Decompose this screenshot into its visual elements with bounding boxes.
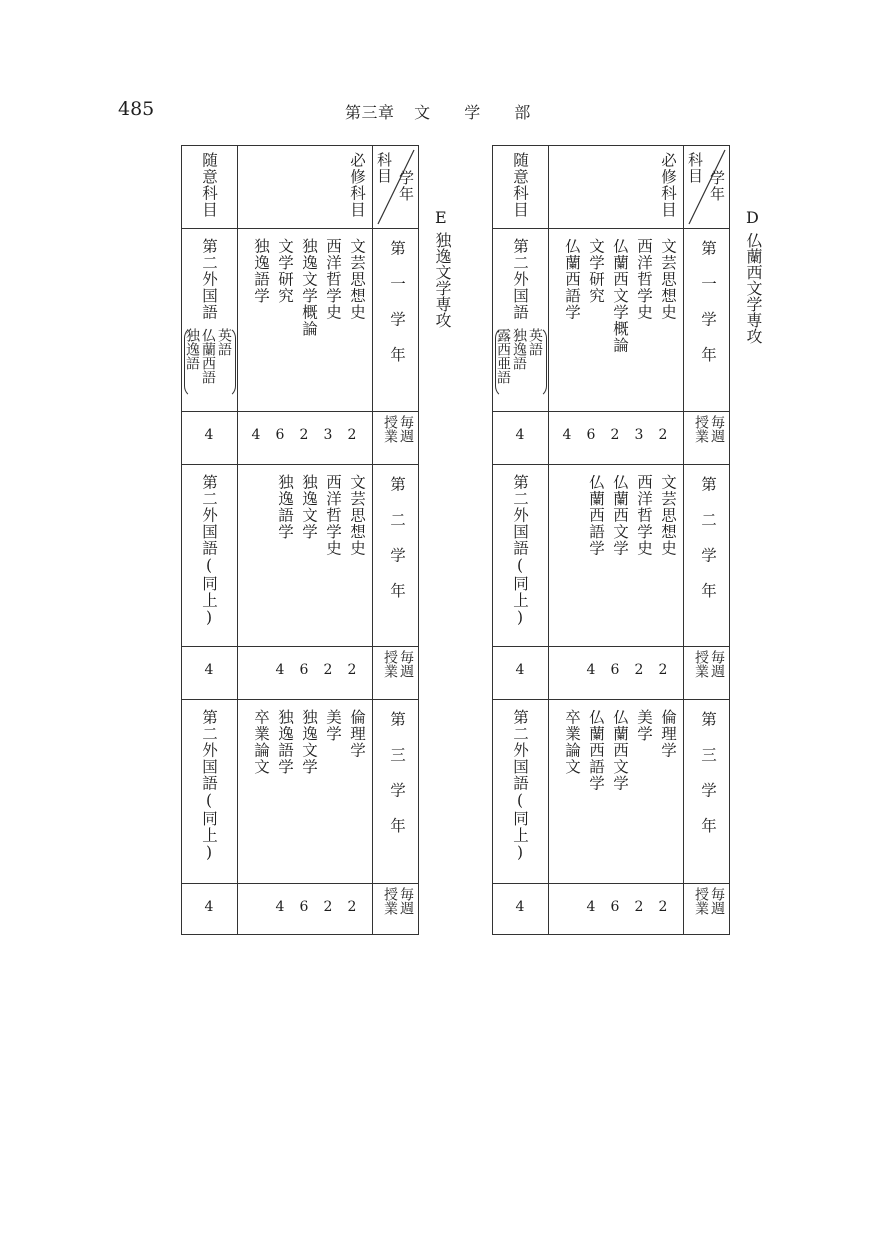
section-e-col-elective: 随意科目: [200, 152, 218, 218]
section-e-hours-label-a: 毎週: [398, 887, 414, 915]
section-e-hours-label-a: 毎週: [398, 650, 414, 678]
section-d-hours-label-b: 授業: [693, 887, 709, 915]
section-e-required-subject: 独逸語学: [276, 474, 294, 540]
section-e-required-subject: 独逸文学: [300, 474, 318, 540]
section-e-hours-value: 2: [299, 427, 309, 443]
section-e-elective-hours-value: 4: [204, 662, 214, 678]
running-head-chapter: 第三章: [345, 103, 395, 122]
section-d-required-subject: 仏蘭西語学: [563, 238, 581, 321]
section-e-year-label: 第一学年: [388, 240, 406, 382]
section-d-required-subject: 仏蘭西語学: [587, 709, 605, 792]
section-e-hline: [182, 699, 418, 700]
section-d-hours-value: 4: [586, 899, 596, 915]
section-d-hours-value: 4: [586, 662, 596, 678]
section-d-hours-label-b: 授業: [693, 650, 709, 678]
section-e-required-subject: 文芸思想史: [348, 474, 366, 557]
section-d-elective-language: 英語: [527, 328, 543, 356]
section-e-hours-value: 6: [299, 899, 309, 915]
section-e-elective-subject: 第二外国語(同上): [200, 709, 218, 863]
section-e-hours-value: 4: [251, 427, 261, 443]
section-d-elective-hours-value: 4: [515, 662, 525, 678]
section-e-elective-language: 独逸語: [184, 328, 200, 370]
section-d-required-subject: 仏蘭西文学概論: [611, 238, 629, 354]
section-e-required-subject: 西洋哲学史: [324, 238, 342, 321]
section-d-elective-language: 独逸語: [511, 328, 527, 370]
section-e-hours-value: 2: [347, 427, 357, 443]
section-e-hours-value: 3: [323, 427, 333, 443]
section-d-hline: [493, 411, 729, 412]
section-d-letter: D: [746, 208, 759, 227]
section-d-vline-header: [683, 146, 684, 934]
section-e-elective-subject: 第二外国語(同上): [200, 474, 218, 628]
section-e-elective-hours-value: 4: [204, 899, 214, 915]
section-d-required-subject: 仏蘭西語学: [587, 474, 605, 557]
section-e-required-subject: 独逸文学: [300, 709, 318, 775]
section-d-corner-top: 学年: [708, 170, 726, 202]
section-e-hours-value: 4: [275, 662, 285, 678]
section-e-hours-value: 2: [323, 662, 333, 678]
section-e-letter: E: [435, 208, 447, 227]
section-d-col-required: 必修科目: [659, 152, 677, 218]
section-d-hours-value: 2: [658, 427, 668, 443]
section-e-title: 独逸文学専攻: [433, 232, 452, 328]
section-d-elective-hours-value: 4: [515, 427, 525, 443]
section-d-elective-language: 露西亜語: [495, 328, 511, 384]
section-e-hours-value: 6: [299, 662, 309, 678]
section-d-hline: [493, 883, 729, 884]
section-e-hours-value: 2: [347, 662, 357, 678]
section-d-required-subject: 文学研究: [587, 238, 605, 304]
section-e-hours-label-b: 授業: [382, 650, 398, 678]
section-d-hours-value: 2: [658, 662, 668, 678]
section-e-required-subject: 文芸思想史: [348, 238, 366, 321]
section-d-hours-value: 2: [610, 427, 620, 443]
page-number: 485: [118, 98, 155, 120]
running-head: [345, 100, 531, 123]
section-d-required-subject: 仏蘭西文学: [611, 474, 629, 557]
section-e-year-label: 第三学年: [388, 711, 406, 853]
section-d-col-elective: 随意科目: [511, 152, 529, 218]
section-e-elective-subject: 第二外国語: [200, 238, 218, 321]
section-e-hline: [182, 646, 418, 647]
section-d-hline: [493, 646, 729, 647]
section-e-required-subject: 文学研究: [276, 238, 294, 304]
section-e-vline-header: [372, 146, 373, 934]
section-e-corner-top: 学年: [397, 170, 415, 202]
section-d-elective-subject: 第二外国語(同上): [511, 474, 529, 628]
section-d-elective-subject: 第二外国語(同上): [511, 709, 529, 863]
section-e-hours-label-b: 授業: [382, 887, 398, 915]
section-d-table: [492, 145, 730, 935]
section-e-required-subject: 美学: [324, 709, 342, 742]
section-d-elective-hours-value: 4: [515, 899, 525, 915]
section-d-hours-label-a: 毎週: [709, 887, 725, 915]
section-e-required-subject: 独逸語学: [276, 709, 294, 775]
section-d-hours-label-a: 毎週: [709, 650, 725, 678]
section-d-year-label: 第二学年: [699, 476, 717, 618]
section-d-required-subject: 美学: [635, 709, 653, 742]
section-e-required-subject: 西洋哲学史: [324, 474, 342, 557]
section-e-hours-value: 4: [275, 899, 285, 915]
section-e-table: [181, 145, 419, 935]
section-d-required-subject: 仏蘭西文学: [611, 709, 629, 792]
section-d-hours-value: 6: [586, 427, 596, 443]
section-e-hline: [182, 228, 418, 229]
section-d-corner-bottom: 科目: [686, 152, 704, 184]
section-d-hours-label-a: 毎週: [709, 415, 725, 443]
section-e-hours-label-a: 毎週: [398, 415, 414, 443]
section-d-hline: [493, 699, 729, 700]
section-d-year-label: 第一学年: [699, 240, 717, 382]
section-e-elective-language: 英語: [216, 328, 232, 356]
section-d-required-subject: 文芸思想史: [659, 238, 677, 321]
section-e-elective-hours-value: 4: [204, 427, 214, 443]
section-d-hline: [493, 228, 729, 229]
running-head-char-3: 部: [514, 103, 531, 122]
section-e-hours-value: 2: [323, 899, 333, 915]
section-e-vline-elective: [237, 146, 238, 934]
section-e-hours-label-b: 授業: [382, 415, 398, 443]
section-d-hline: [493, 464, 729, 465]
section-d-year-label: 第三学年: [699, 711, 717, 853]
section-d-vline-elective: [548, 146, 549, 934]
section-e-col-required: 必修科目: [348, 152, 366, 218]
section-e-hours-value: 2: [347, 899, 357, 915]
section-e-year-label: 第二学年: [388, 476, 406, 618]
section-e-corner-bottom: 科目: [375, 152, 393, 184]
section-e-required-subject: 卒業論文: [252, 709, 270, 775]
running-head-char-2: 学: [464, 103, 481, 122]
section-d-elective-subject: 第二外国語: [511, 238, 529, 321]
section-e-hours-value: 6: [275, 427, 285, 443]
section-d-hours-value: 4: [562, 427, 572, 443]
section-e-hline: [182, 411, 418, 412]
section-d-hours-value: 3: [634, 427, 644, 443]
section-d-title: 仏蘭西文学専攻: [744, 232, 763, 344]
section-d-hours-label-b: 授業: [693, 415, 709, 443]
section-d-required-subject: 西洋哲学史: [635, 238, 653, 321]
section-e-required-subject: 独逸文学概論: [300, 238, 318, 337]
section-e-required-subject: 独逸語学: [252, 238, 270, 304]
section-d-hours-value: 6: [610, 899, 620, 915]
section-d-required-subject: 西洋哲学史: [635, 474, 653, 557]
section-d-hours-value: 2: [634, 662, 644, 678]
section-d-required-subject: 卒業論文: [563, 709, 581, 775]
section-e-elective-language: 仏蘭西語: [200, 328, 216, 384]
section-d-hours-value: 2: [634, 899, 644, 915]
section-d-required-subject: 倫理学: [659, 709, 677, 759]
section-e-hline: [182, 464, 418, 465]
section-d-required-subject: 文芸思想史: [659, 474, 677, 557]
section-d-hours-value: 2: [658, 899, 668, 915]
section-e-hline: [182, 883, 418, 884]
section-d-hours-value: 6: [610, 662, 620, 678]
section-e-required-subject: 倫理学: [348, 709, 366, 759]
running-head-char-1: 文: [414, 103, 431, 122]
